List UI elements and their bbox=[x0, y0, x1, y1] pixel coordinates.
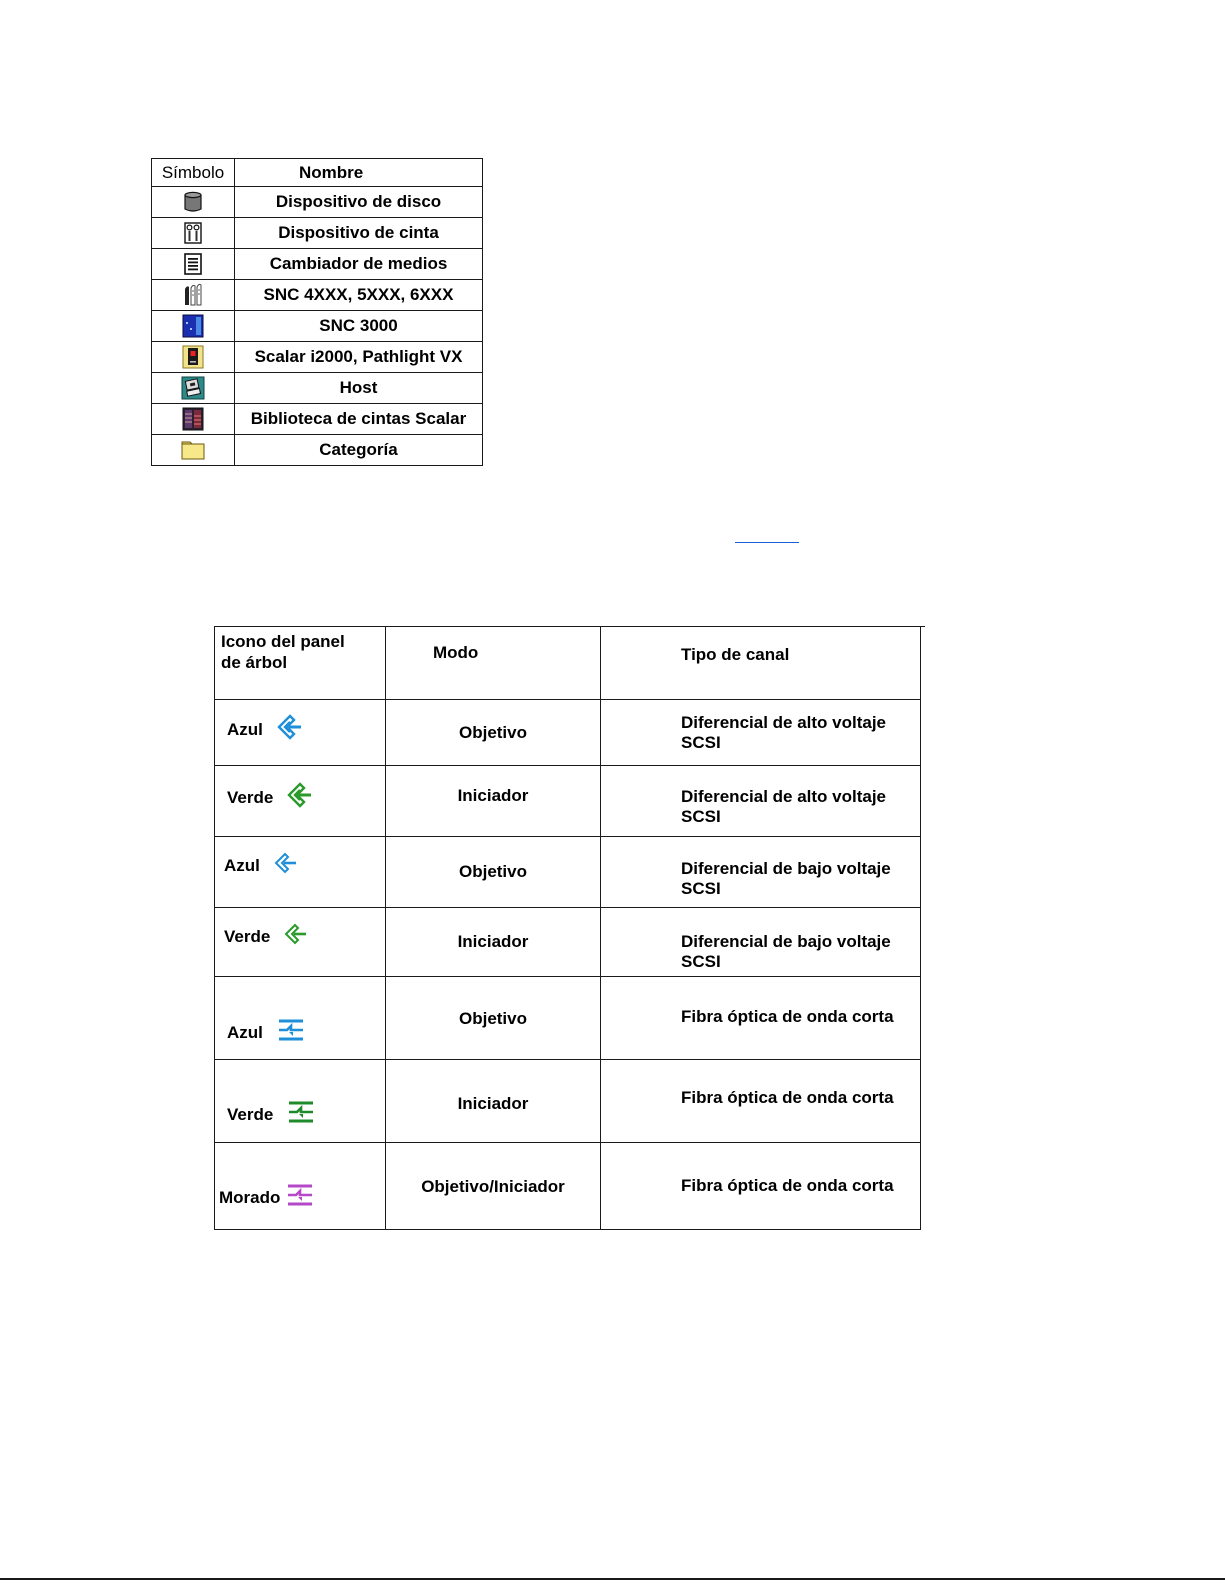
type-cell: Fibra óptica de onda corta bbox=[601, 977, 921, 1060]
mode-cell: Objetivo/Iniciador bbox=[386, 1143, 601, 1230]
table-row bbox=[152, 342, 483, 373]
mode-cell: Objetivo bbox=[386, 977, 601, 1060]
symbols-table bbox=[151, 158, 483, 466]
table-row bbox=[215, 700, 921, 766]
row-name: SNC 3000 bbox=[235, 311, 483, 342]
folder-icon bbox=[152, 440, 234, 460]
mode-cell: Iniciador bbox=[386, 1060, 601, 1143]
scsi-lvd-icon bbox=[284, 922, 308, 951]
header-type bbox=[601, 627, 921, 700]
mode-cell: Iniciador bbox=[386, 766, 601, 837]
mode-cell: Objetivo bbox=[386, 700, 601, 766]
table-row bbox=[152, 218, 483, 249]
channels-table bbox=[214, 626, 921, 1230]
page-bottom-rule bbox=[0, 1578, 1225, 1580]
scsi-hvd-icon bbox=[277, 714, 303, 745]
table-row bbox=[152, 249, 483, 280]
tape-icon bbox=[152, 222, 234, 244]
fibre-channel-icon bbox=[286, 1182, 314, 1213]
header-icon-line1: Icono del panel bbox=[221, 632, 345, 651]
snc-3000-icon bbox=[152, 314, 234, 338]
row-name: Scalar i2000, Pathlight VX bbox=[235, 342, 483, 373]
row-name: Cambiador de medios bbox=[235, 249, 483, 280]
type-cell: Diferencial de alto voltaje SCSI bbox=[601, 766, 921, 837]
symbols-table-header bbox=[152, 159, 483, 187]
row-name: Biblioteca de cintas Scalar bbox=[235, 404, 483, 435]
scalar-i2000-icon bbox=[152, 345, 234, 369]
color-label: Azul bbox=[227, 1022, 263, 1042]
row-name: SNC 4XXX, 5XXX, 6XXX bbox=[235, 280, 483, 311]
table-row bbox=[215, 977, 921, 1060]
header-icon-line2: de árbol bbox=[221, 653, 288, 672]
color-label: Azul bbox=[224, 855, 260, 875]
row-name: Host bbox=[235, 373, 483, 404]
scsi-hvd-icon bbox=[287, 782, 313, 813]
row-name: Dispositivo de disco bbox=[235, 187, 483, 218]
header-symbol: Símbolo bbox=[152, 159, 235, 187]
table-row bbox=[215, 1143, 921, 1230]
row-name: Categoría bbox=[235, 435, 483, 466]
type-cell: Diferencial de alto voltaje SCSI bbox=[601, 700, 921, 766]
type-cell: Diferencial de bajo voltaje SCSI bbox=[601, 837, 921, 908]
table-row bbox=[152, 373, 483, 404]
header-type-label: Tipo de canal bbox=[681, 645, 790, 664]
tape-library-icon bbox=[152, 407, 234, 431]
host-icon bbox=[152, 376, 234, 400]
color-label: Morado bbox=[219, 1187, 281, 1207]
row-name: Dispositivo de cinta bbox=[235, 218, 483, 249]
fibre-channel-icon bbox=[287, 1099, 315, 1130]
header-name: Nombre bbox=[235, 159, 483, 187]
table-row bbox=[215, 837, 921, 908]
table-row bbox=[152, 404, 483, 435]
mode-cell: Objetivo bbox=[386, 837, 601, 908]
color-label: Azul bbox=[227, 719, 263, 739]
table-row bbox=[152, 280, 483, 311]
disk-icon bbox=[152, 191, 234, 213]
media-changer-icon bbox=[152, 253, 234, 275]
mode-cell: Iniciador bbox=[386, 908, 601, 977]
type-cell: Diferencial de bajo voltaje SCSI bbox=[601, 908, 921, 977]
table-row bbox=[152, 311, 483, 342]
table-row bbox=[215, 908, 921, 977]
table-row bbox=[152, 187, 483, 218]
header-mode: Modo bbox=[386, 627, 601, 700]
color-label: Verde bbox=[227, 1104, 274, 1124]
channels-table-header bbox=[215, 627, 921, 700]
snc-4xxx-icon bbox=[152, 283, 234, 307]
table-row bbox=[215, 1060, 921, 1143]
color-label: Verde bbox=[224, 926, 271, 946]
fibre-channel-icon bbox=[277, 1017, 305, 1048]
scsi-lvd-icon bbox=[274, 851, 298, 880]
header-icon bbox=[215, 627, 386, 700]
table-row bbox=[215, 766, 921, 837]
table-row bbox=[152, 435, 483, 466]
color-label: Verde bbox=[227, 787, 274, 807]
type-cell: Fibra óptica de onda corta bbox=[601, 1060, 921, 1143]
reference-link[interactable] bbox=[735, 527, 799, 543]
type-cell: Fibra óptica de onda corta bbox=[601, 1143, 921, 1230]
